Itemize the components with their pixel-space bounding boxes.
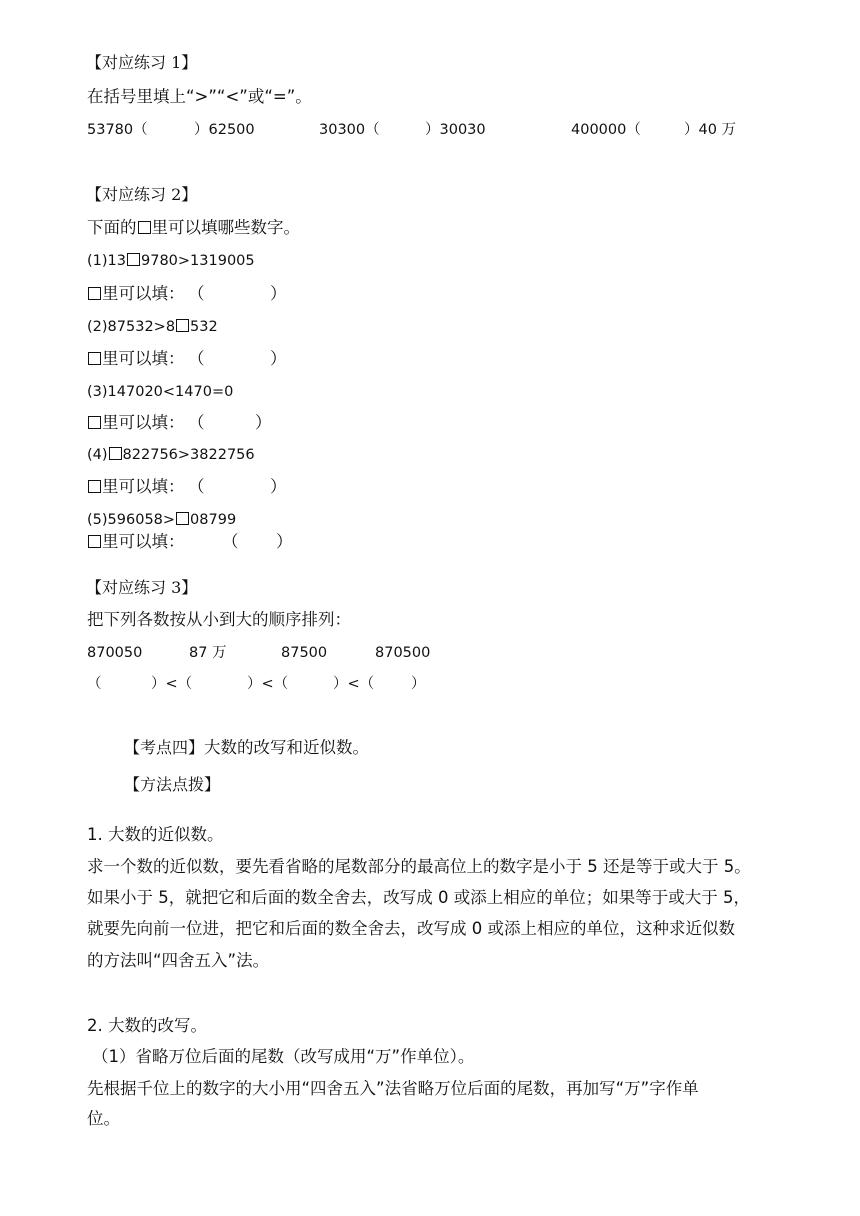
answer-line-4 <box>87 477 185 497</box>
keypoint-label: 【考点四】 <box>124 738 205 757</box>
number-3: 87500 <box>281 645 328 661</box>
problem-text: 08799 <box>190 512 237 528</box>
exercise-1-item-1-left: 53780（ <box>87 122 148 138</box>
section-1-line-2: 如果小于 5，就把它和后面的数全舍去，改写成 0 或添上相应的单位；如果等于或大于 5， <box>87 888 750 907</box>
answer-open-paren: （ <box>188 477 205 496</box>
answer-close-paren: ） <box>255 413 272 432</box>
order-seg-5: ） <box>411 676 426 692</box>
problem-3: (3)147020<1470=0 <box>87 384 234 400</box>
answer-label: 里可以填： <box>102 413 185 432</box>
blank-box <box>88 535 101 548</box>
blank-box <box>176 512 189 525</box>
problem-5 <box>87 510 236 530</box>
exercise-1-item-2-left: 30300（ <box>319 122 380 138</box>
problem-text: (1)13 <box>87 253 126 269</box>
exercise-3-prompt: 把下列各数按从小到大的顺序排列： <box>87 610 351 629</box>
answer-label: 里可以填： <box>102 532 185 551</box>
exercise-1-item-2-right: ）30030 <box>425 122 486 138</box>
prompt-text: 里可以填哪些数字。 <box>151 218 300 237</box>
problem-text: (2)87532>8 <box>87 319 176 335</box>
blank-box <box>109 447 122 460</box>
section-1-heading: 1. 大数的近似数。 <box>87 825 224 844</box>
exercise-1-item-3-right: ）40 万 <box>684 122 737 138</box>
blank-box <box>88 287 101 300</box>
order-seg-1: （ <box>87 676 102 692</box>
section-2-line-1: 先根据千位上的数字的大小用“四舍五入”法省略万位后面的尾数，再加写“万”字作单 <box>87 1079 699 1098</box>
order-seg-4: ）<（ <box>333 676 375 692</box>
problem-text: 822756>3822756 <box>122 447 255 463</box>
problem-1 <box>87 251 255 271</box>
number-1: 870050 <box>87 645 143 661</box>
blank-box <box>138 221 151 234</box>
answer-line-5 <box>87 532 185 552</box>
exercise-1-prompt: 在括号里填上“>”“<”或“=”。 <box>87 87 312 106</box>
keypoint-4-heading <box>124 738 369 758</box>
section-2-heading: 2. 大数的改写。 <box>87 1016 207 1035</box>
section-1-line-1: 求一个数的近似数，要先看省略的尾数部分的最高位上的数字是小于 5 还是等于或大于 5。 <box>87 857 751 876</box>
exercise-2-prompt <box>87 218 300 238</box>
order-seg-3: ）<（ <box>247 676 289 692</box>
answer-open-paren: （ <box>188 284 205 303</box>
answer-open-paren: （ <box>188 349 205 368</box>
answer-close-paren: ） <box>270 477 287 496</box>
blank-box <box>88 416 101 429</box>
answer-line-1 <box>87 284 185 304</box>
answer-close-paren: ） <box>270 284 287 303</box>
problem-4 <box>87 445 255 465</box>
problem-text: (5)596058> <box>87 512 176 528</box>
blank-box <box>88 480 101 493</box>
exercise-1-item-3-left: 400000（ <box>571 122 641 138</box>
problem-text: 532 <box>190 319 218 335</box>
blank-box <box>88 352 101 365</box>
section-1-line-3: 就要先向前一位进，把它和后面的数全舍去，改写成 0 或添上相应的单位，这种求近似数 <box>87 919 735 938</box>
exercise-1-title: 【对应练习 1】 <box>86 53 198 72</box>
blank-box <box>176 319 189 332</box>
answer-label: 里可以填： <box>102 284 185 303</box>
answer-open-paren: （ <box>222 532 239 551</box>
section-1-line-4: 的方法叫“四舍五入”法。 <box>87 951 270 970</box>
number-4: 870500 <box>375 645 431 661</box>
problem-text: 9780>1319005 <box>141 253 255 269</box>
problem-text: (4) <box>87 447 108 463</box>
answer-line-3 <box>87 413 185 433</box>
answer-close-paren: ） <box>276 532 293 551</box>
answer-line-2 <box>87 349 185 369</box>
answer-label: 里可以填： <box>102 349 185 368</box>
section-2-sub: （1）省略万位后面的尾数（改写成用“万”作单位）。 <box>92 1047 475 1066</box>
prompt-text: 下面的 <box>87 218 137 237</box>
blank-box <box>127 253 140 266</box>
method-title: 【方法点拨】 <box>124 775 221 794</box>
answer-close-paren: ） <box>270 349 287 368</box>
exercise-1-item-1-right: ）62500 <box>194 122 255 138</box>
keypoint-text: 大数的改写和近似数。 <box>204 738 370 757</box>
problem-2 <box>87 317 218 337</box>
exercise-3-title: 【对应练习 3】 <box>86 578 198 597</box>
section-2-line-2: 位。 <box>87 1109 120 1128</box>
answer-open-paren: （ <box>188 413 205 432</box>
answer-label: 里可以填： <box>102 477 185 496</box>
exercise-2-title: 【对应练习 2】 <box>86 185 198 204</box>
number-2: 87 万 <box>189 645 227 661</box>
order-seg-2: ）<（ <box>151 676 193 692</box>
